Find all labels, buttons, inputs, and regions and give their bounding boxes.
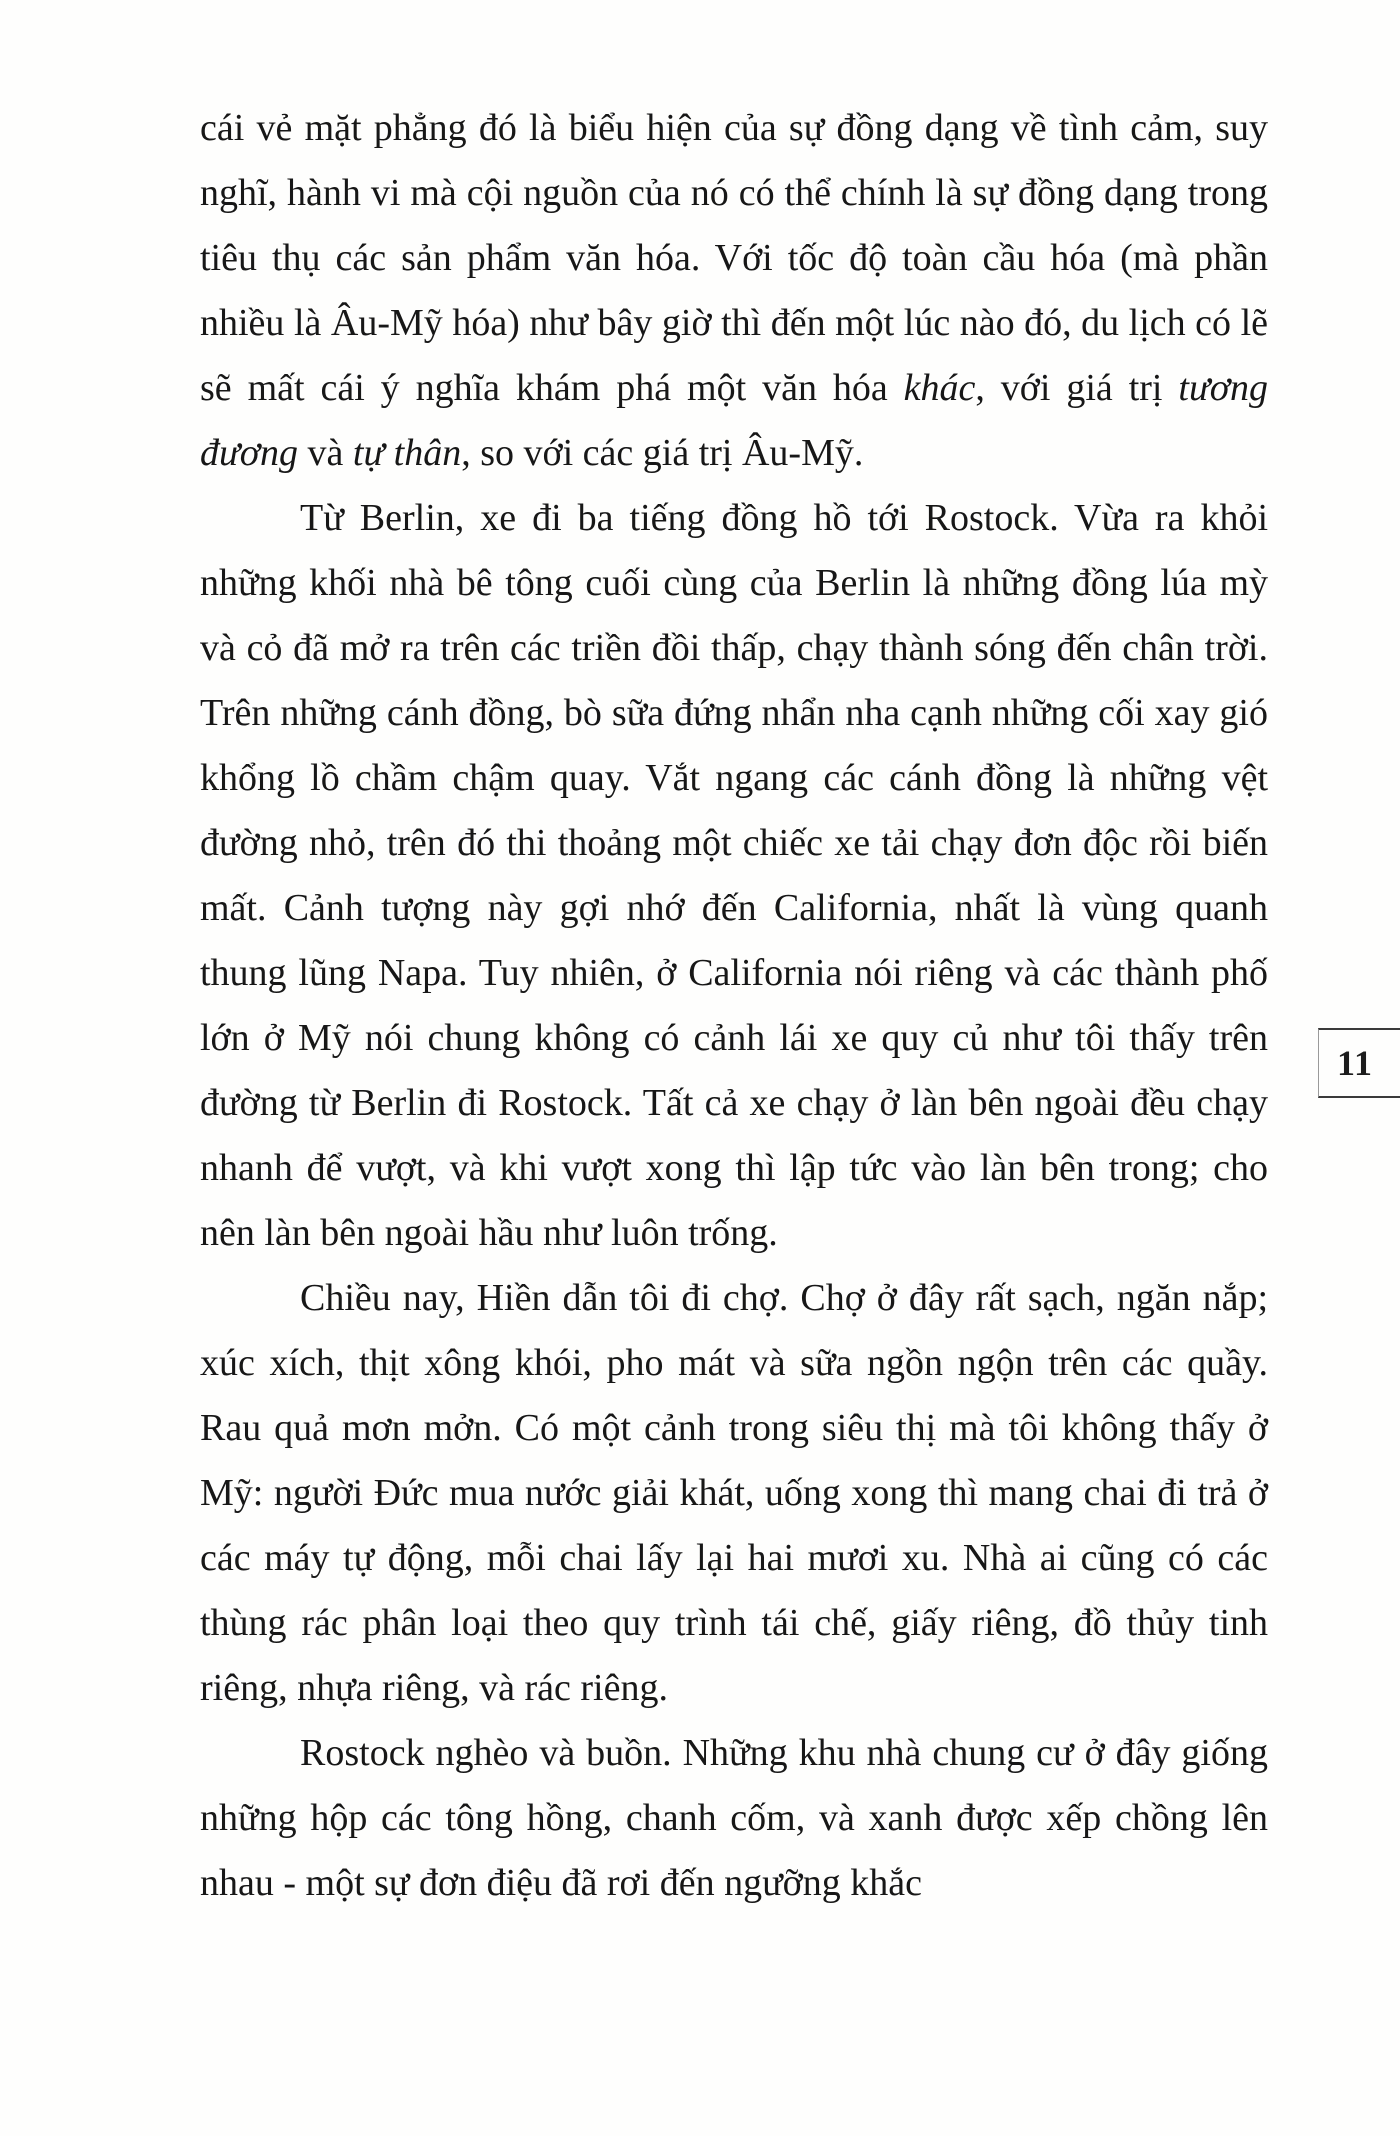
text-run: Chiều nay, Hiền dẫn tôi đi chợ. Chợ ở đây rất sạch, ngăn nắp; xúc xích, thịt xông khói, pho mát và sữa ngồn ngộn trên các quầy. Rau quả mơn mởn. Có một cảnh trong siêu thị mà tôi không thấy ở Mỹ: người Đức mua nước giải khát, uống xong thì mang chai đi trả ở các máy tự động, mỗi chai lấy lại hai mươi xu. Nhà ai cũng có các thùng rác phân loại theo quy trình tái chế, giấy riêng, đồ thủy tinh riêng, nhựa riêng, và rác riêng. — [200, 1277, 1268, 1709]
page-number: 11 — [1337, 1043, 1374, 1083]
text-run: cái vẻ mặt phẳng đó là biểu hiện của sự đồng dạng về tình cảm, suy nghĩ, hành vi mà cội nguồn của nó có thể chính là sự đồng dạng trong tiêu thụ các sản phẩm văn hóa. Với tốc độ toàn cầu hóa (mà phần nhiều là Âu-Mỹ hóa) như bây giờ thì đến một lúc nào đó, du lịch có lẽ sẽ mất cái ý nghĩa khám phá một văn hóa — [200, 107, 1268, 409]
paragraph — [200, 1266, 1268, 1721]
italic-run: tương đương — [200, 367, 1268, 474]
text-run: Rostock nghèo và buồn. Những khu nhà chung cư ở đây giống những hộp các tông hồng, chanh cốm, và xanh được xếp chồng lên nhau - một sự đơn điệu đã rơi đến ngưỡng khắc — [200, 1732, 1268, 1904]
text-run: , so với các giá trị Âu-Mỹ. — [461, 432, 864, 474]
italic-run: tự thân — [352, 432, 462, 474]
paragraph — [200, 96, 1268, 486]
text-run: và — [298, 432, 353, 474]
italic-run: khác — [903, 367, 976, 409]
text-block — [200, 96, 1268, 1916]
paragraph — [200, 486, 1268, 1266]
paragraph — [200, 1721, 1268, 1916]
page-number-box — [1318, 1028, 1400, 1098]
text-run: Từ Berlin, xe đi ba tiếng đồng hồ tới Rostock. Vừa ra khỏi những khối nhà bê tông cuối cùng của Berlin là những đồng lúa mỳ và cỏ đã mở ra trên các triền đồi thấp, chạy thành sóng đến chân trời. Trên những cánh đồng, bò sữa đứng nhẩn nha cạnh những cối xay gió khổng lồ chầm chậm quay. Vắt ngang các cánh đồng là những vệt đường nhỏ, trên đó thi thoảng một chiếc xe tải chạy đơn độc rồi biến mất. Cảnh tượng này gợi nhớ đến California, nhất là vùng quanh thung lũng Napa. Tuy nhiên, ở California nói riêng và các thành phố lớn ở Mỹ nói chung không có cảnh lái xe quy củ như tôi thấy trên đường từ Berlin đi Rostock. Tất cả xe chạy ở làn bên ngoài đều chạy nhanh để vượt, và khi vượt xong thì lập tức vào làn bên trong; cho nên làn bên ngoài hầu như luôn trống. — [200, 497, 1268, 1254]
text-run: , với giá trị — [975, 367, 1179, 409]
